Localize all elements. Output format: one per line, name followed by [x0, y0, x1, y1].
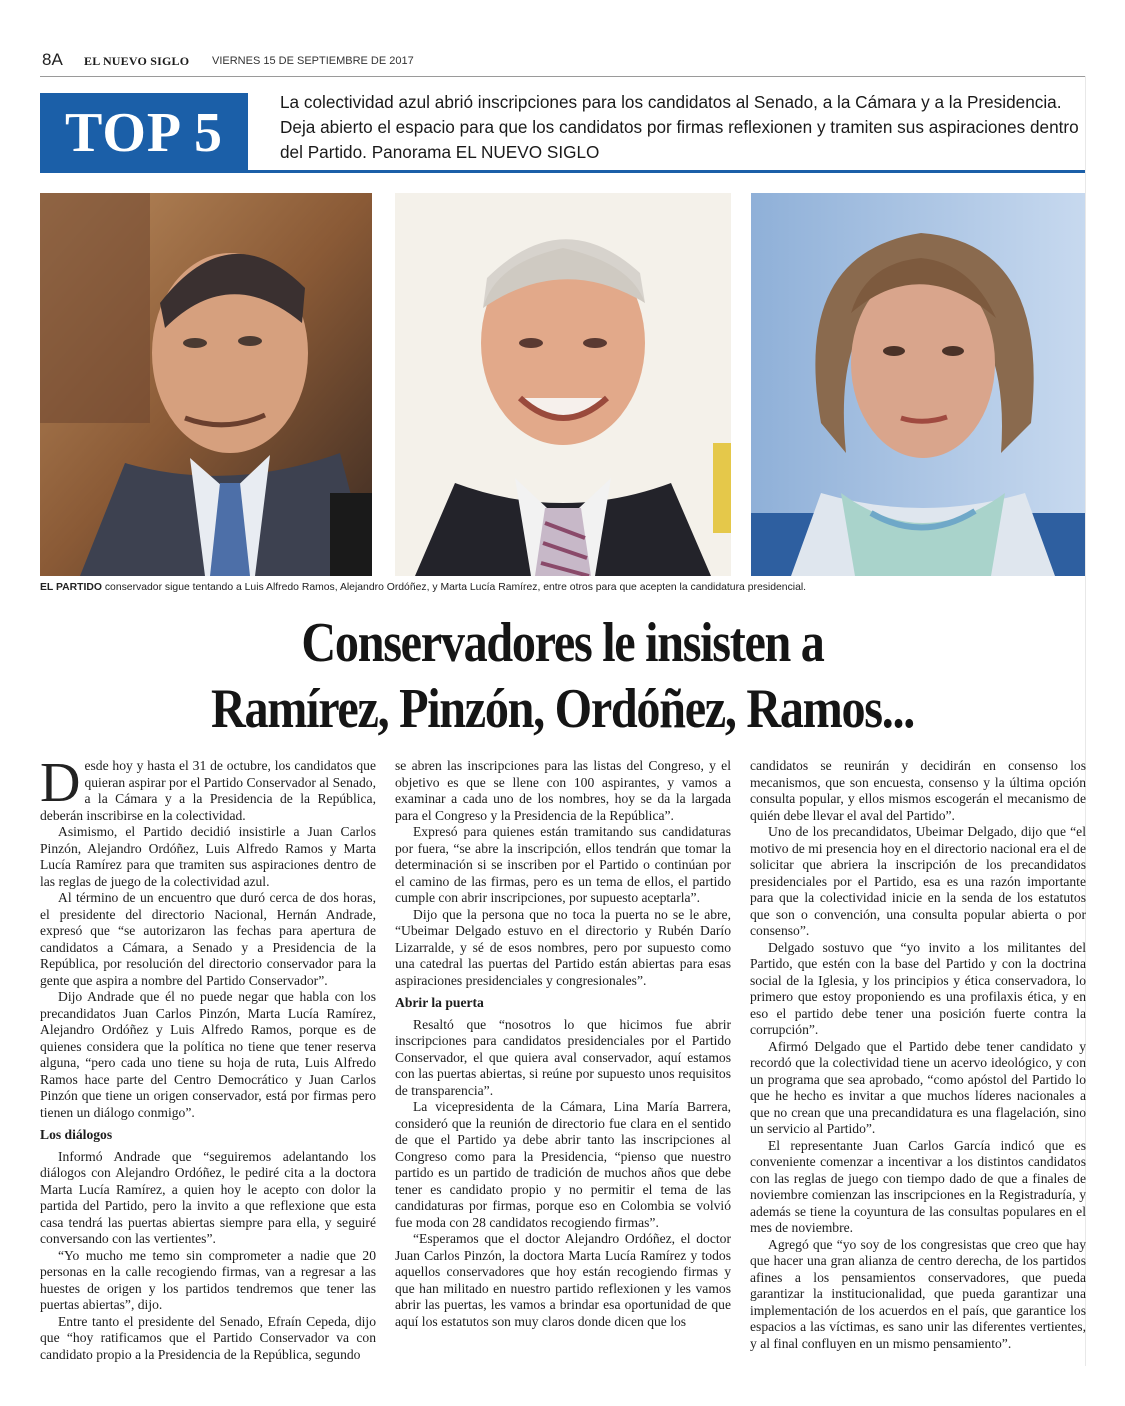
portrait-image [395, 193, 731, 576]
article-paragraph: Al término de un encuentro que duró cerca de dos horas, el presidente del directorio Nacional, Hernán Andrade, expresó que “se autorizaron las fechas para apertura de candidatos a Cámara, a Senado y a Presidencia de la República, por resolución del directorio conservador para la gente que aspira a nombre del Partido Conservador”. [40, 890, 376, 988]
portrait-image [40, 193, 372, 576]
article-paragraph: Entre tanto el presidente del Senado, Efraín Cepeda, dijo que “hoy ratificamos que el Partido Conservador va con candidato propio a la Presidencia de la República, segundo [40, 1313, 376, 1362]
article-column-3 [750, 758, 1086, 1352]
article-paragraph: “Yo mucho me temo sin comprometer a nadie que 20 personas en la calle recogiendo firmas, van a regresar a las huestes de origen y los partidos tendremos que tener las puertas abiertas”, dijo. [40, 1247, 376, 1312]
article-paragraph: Afirmó Delgado que el Partido debe tener candidato y recordó que la colectividad tiene un acervo ideológico, y con un programa que sea aprobado, “como apóstol del Partido lo que he hecho es invitar a que muchos líderes nacionales a que no crean que una precandidatura es una flagelación, sino un servicio al Partido”. [750, 1038, 1086, 1136]
drop-cap: D [40, 752, 81, 814]
article-paragraph: Asimismo, el Partido decidió insistirle a Juan Carlos Pinzón, Alejandro Ordóñez, Luis Alfredo Ramos y Marta Lucía Ramírez para que tramiten sus aspiraciones dentro de las reglas de juego de la colectividad azul. [40, 824, 376, 889]
folio [40, 50, 1085, 72]
article-paragraph: Delgado sostuvo que “yo invito a los militantes del Partido, que estén con la base del Partido y con la doctrina social de la Iglesia, y los principios y ética conservadora, lo primero que estoy proponiendo es una profilaxis ética, y en eso el partido debe tener una posición fuerte contra la corrupción”. [750, 939, 1086, 1037]
article-paragraph: Agregó que “yo soy de los congresistas que creo que hay que hacer una gran alianza de centro derecha, de los partidos afines a los pensamientos conservadores, que pueda garantizar la institucionalidad, que pueda garantizar una implementación de los acuerdos en el país, que garantice los espacios a las víctimas, es sano unir las diferentes vertientes, y al final confluyen en un mismo pensamiento”. [750, 1236, 1086, 1351]
newspaper-name: EL NUEVO SIGLO [84, 54, 190, 68]
page-number: 8A [42, 50, 63, 69]
caption-lead: EL PARTIDO [40, 582, 102, 593]
section-intro: La colectividad azul abrió inscripciones para los candidatos al Senado, a la Cámara y a la Presidencia. Deja abierto el espacio para que los candidatos por firmas reflexionen y tramiten sus aspiraciones dentro del Partido. Panorama EL NUEVO SIGLO [280, 92, 1079, 162]
article-paragraph: se abren las inscripciones para las listas del Congreso, y el objetivo es que se llene con 100 aspirantes, y vamos a examinar a cada uno de los nombres, hoy se da la largada para el Congreso y la Presidencia de la República”. [395, 758, 731, 823]
issue-date: VIERNES 15 DE SEPTIEMBRE DE 2017 [212, 55, 414, 67]
header-rule [40, 76, 1085, 77]
article-paragraph: Dijo Andrade que él no puede negar que habla con los precandidatos Juan Carlos Pinzón, Marta Lucía Ramírez, Alejandro Ordóñez y Luis Alfredo Ramos, porque es de quienes considera que la política no tiene que tener reserva alguna, “pero cada uno tiene su hoja de ruta, Luis Alfredo Ramos hace parte del Centro Democrático y Juan Carlos Pinzón que tiene un origen conservador, está por firmas pero tienen un diálogo conmigo”. [40, 989, 376, 1120]
article-paragraph: El representante Juan Carlos García indicó que es conveniente comenzar a incentivar a los distintos candidatos con las reglas de juego con tiempo dado de que a finales de noviembre comienzan las inscripciones en la Registraduría, y además se tiene la coyuntura de las consultas populares en el mes de noviembre. [750, 1137, 1086, 1235]
article-paragraph: La vicepresidenta de la Cámara, Lina María Barrera, consideró que la reunión de directorio fue clara en el sentido de que el Partido ya debe abrir tanto las inscripciones al Congreso como para la Presidencia, “pienso que nuestro partido es un partido de tradición de muchos años que debe tener es candidato propio y no permitir el tema de las candidaturas por firmas, porque eso en Colombia se volvió fue moda con 28 candidatos recogiendo firmas”. [395, 1099, 731, 1230]
article-paragraph: Resaltó que “nosotros lo que hicimos fue abrir inscripciones para candidatos presidenciales por el Partido Conservador, el que quiera aval conservador, aquí estamos con las puertas abiertas, si reúne por supuesto unos requisitos de transparencia”. [395, 1016, 731, 1098]
article-paragraph: “Esperamos que el doctor Alejandro Ordóñez, el doctor Juan Carlos Pinzón, la doctora Marta Lucía Ramírez y todos aquellos conservadores que hoy están recogiendo firmas y que han militado en nuestro partido reflexionen y les vamos abrir las puertas, les vamos a brindar esa oportunidad de que aquí los estatutos son muy claros donde dicen que los [395, 1231, 731, 1329]
article-paragraph: Informó Andrade que “seguiremos adelantando los diálogos con Alejandro Ordóñez, le pediré cita a la doctora Marta Lucía Ramírez, a quien hoy le acepto con dolor la partida del Partido, pero la invito a que reflexione que esta casa tendrá las puertas abiertas siempre para ella, y seguiré conversando con las vertientes”. [40, 1148, 376, 1246]
article-paragraph: candidatos se reunirán y decidirán en consenso los mecanismos, que son encuesta, consenso y la última opción consulta popular, y ellos mismos escogerán el mecanismo de quién debe llevar el aval del Partido”. [750, 758, 1086, 823]
top5-badge: TOP 5 [40, 93, 248, 173]
portrait-image [751, 193, 1085, 576]
article-column-2 [395, 758, 731, 1330]
caption-text: conservador sigue tentando a Luis Alfredo Ramos, Alejandro Ordóñez, y Marta Lucía Ramírez, entre otros para que acepten la candidatura presidencial. [101, 582, 807, 593]
photo-marta-lucia-ramirez [751, 193, 1085, 576]
photo-alejandro-ordonez [395, 193, 731, 576]
article-paragraph: Expresó para quienes están tramitando sus candidaturas por fuera, “se abre la inscripción, ellos tendrán que tomar la determinación si se inscriben por el Partido o continúan por el camino de las firmas, pero es un tema de ellos, el partido cumple con abrir inscripciones, por supuesto aceptarla”. [395, 824, 731, 905]
headline-line-1: Conservadores le insisten a [301, 612, 824, 674]
headline [113, 610, 1012, 742]
subhead-los-dialogos: Los diálogos [40, 1127, 113, 1142]
article-column-1 [40, 752, 376, 1363]
headline-line-2: Ramírez, Pinzón, Ordóñez, Ramos... [211, 678, 914, 740]
top5-underline [248, 170, 1085, 173]
subhead-abrir-la-puerta: Abrir la puerta [395, 995, 484, 1010]
photo-caption [40, 582, 1085, 593]
article-paragraph: Desde hoy y hasta el 31 de octubre, los candidatos que quieran aspirar por el Partido Conservador al Senado, a la Cámara y a la Presidencia de la República, deberán inscribirse en la colectividad. [40, 752, 376, 823]
article-paragraph: Dijo que la persona que no toca la puerta no se le abre, “Ubeimar Delgado estuvo en el directorio y Rubén Darío Lizarralde, y sé de esos nombres, pero por supuesto como una catedral las puertas del Partido están abiertas para esas aspiraciones presidenciales y congresionales”. [395, 906, 731, 988]
photo-luis-alfredo-ramos [40, 193, 372, 576]
article-paragraph: Uno de los precandidatos, Ubeimar Delgado, dijo que “el motivo de mi presencia hoy en el directorio nacional era el de solicitar que abriera la inscripción de los precandidatos presidenciales por el Partido, esa es una razón importante para que la colectividad inicie en la senda de los estatutos que son o convención, una consulta popular abierta o por consenso”. [750, 824, 1086, 938]
